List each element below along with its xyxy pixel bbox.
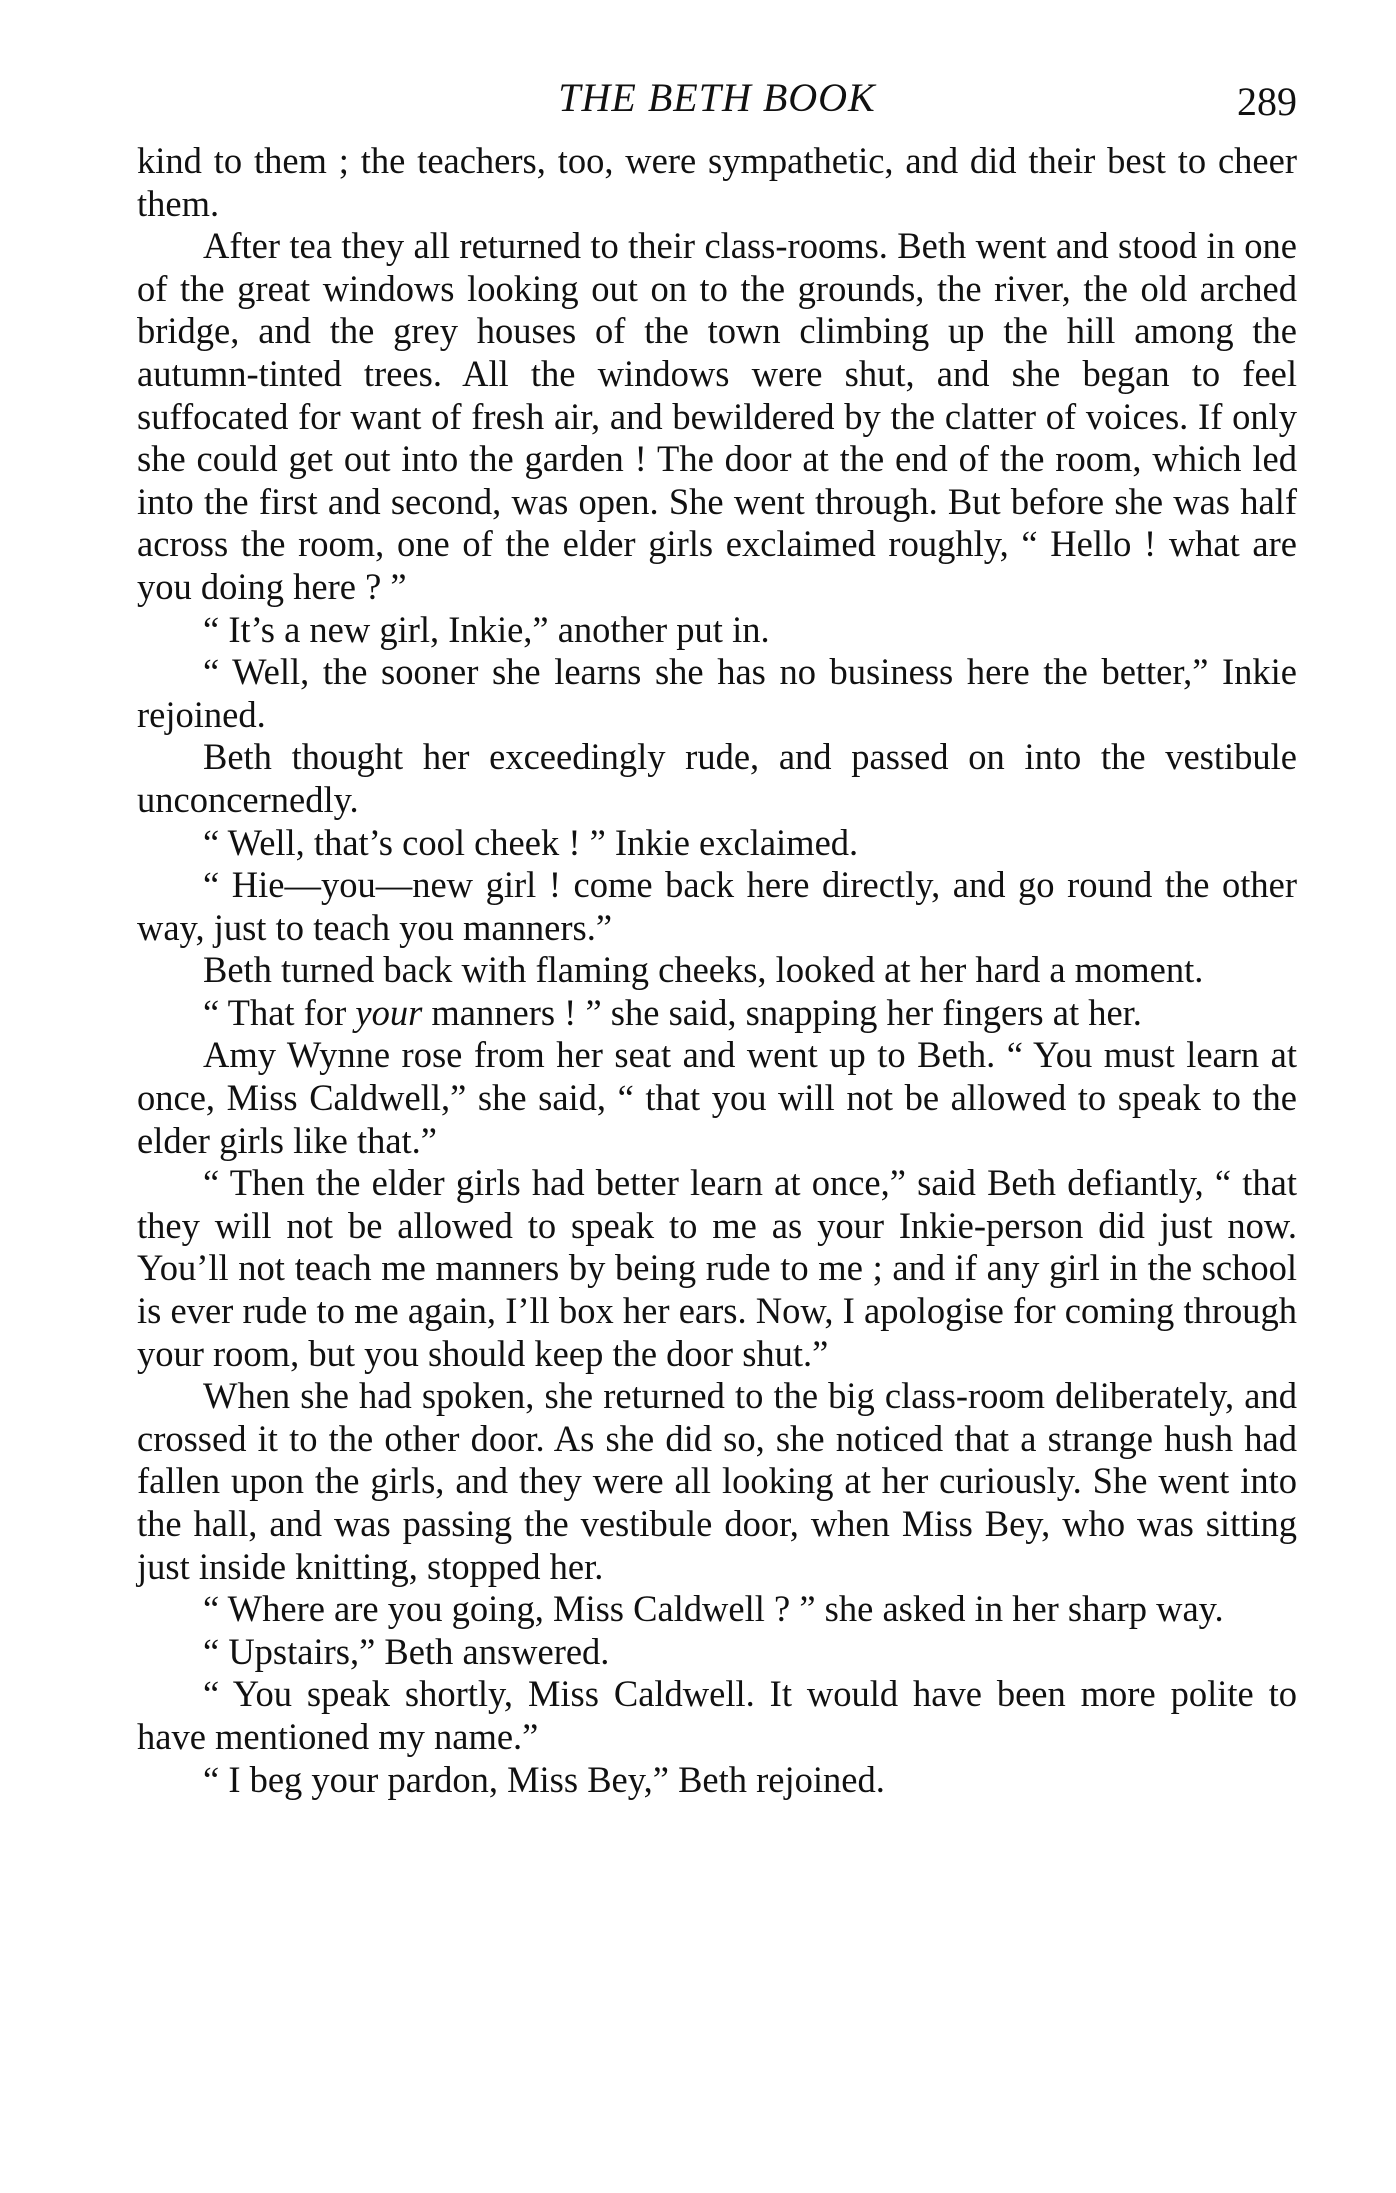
paragraph: “ Then the elder girls had better learn at once,” said Beth defiantly, “ that they will not be allowed to speak to me as your Inkie-person did just now. You’ll not teach me manners by being rude to me ; and if any girl in the school is ever rude to me again, I’ll box her ears. Now, I apologise for coming through your room, but you should keep the door shut.” bbox=[137, 1162, 1297, 1374]
paragraph: “ Upstairs,” Beth answered. bbox=[203, 1630, 610, 1672]
paragraph: kind to them ; the teachers, too, were sympathetic, and did their best to cheer them. bbox=[137, 140, 1297, 224]
paragraph: After tea they all returned to their class-rooms. Beth went and stood in one of the great windows looking out on to the grounds, the river, the old arched bridge, and the grey houses of the town climbing up the hill among the autumn-tinted trees. All the windows were shut, and she began to feel suffocated for want of fresh air, and bewildered by the clatter of voices. If only she could get out into the garden ! The door at the end of the room, which led into the first and second, was open. She went through. But before she was half across the room, one of the elder girls exclaimed roughly, “ Hello ! what are you doing here ? ” bbox=[137, 225, 1297, 607]
paragraph: “ You speak shortly, Miss Caldwell. It would have been more polite to have mentioned my name.” bbox=[137, 1673, 1297, 1757]
paragraph: Beth thought her exceedingly rude, and passed on into the vestibule unconcernedly. bbox=[137, 736, 1297, 820]
paragraph: Beth turned back with flaming cheeks, looked at her hard a moment. bbox=[203, 949, 1204, 991]
paragraph: When she had spoken, she returned to the big class-room deliberately, and crossed it to the other door. As she did so, she noticed that a strange hush had fallen upon the girls, and they were all looking at her curiously. She went into the hall, and was passing the vestibule door, when Miss Bey, who was sitting just inside knitting, stopped her. bbox=[137, 1375, 1297, 1587]
paragraph: “ Well, the sooner she learns she has no business here the better,” Inkie rejoined. bbox=[137, 651, 1297, 735]
paragraph: “ It’s a new girl, Inkie,” another put in. bbox=[203, 608, 770, 650]
paragraph bbox=[137, 992, 1297, 1035]
running-header bbox=[137, 60, 1297, 140]
page-number: 289 bbox=[1237, 79, 1297, 124]
paragraph: Amy Wynne rose from her seat and went up to Beth. “ You must learn at once, Miss Caldwell,” she said, “ that you will not be allowed to speak to the elder girls like that.” bbox=[137, 1034, 1297, 1161]
running-title: THE BETH BOOK bbox=[558, 75, 876, 120]
paragraph: “ Hie—you—new girl ! come back here directly, and go round the other way, just to teach you manners.” bbox=[137, 864, 1297, 948]
paragraph: “ Where are you going, Miss Caldwell ? ” she asked in her sharp way. bbox=[203, 1588, 1224, 1630]
emphasis-word: your bbox=[355, 991, 423, 1033]
paragraph: “ Well, that’s cool cheek ! ” Inkie exclaimed. bbox=[203, 821, 859, 863]
paragraph-text: manners ! ” she said, snapping her fingers at her. bbox=[422, 991, 1142, 1033]
body-text bbox=[137, 140, 1297, 1801]
paragraph-text: “ That for bbox=[203, 991, 356, 1033]
paragraph: “ I beg your pardon, Miss Bey,” Beth rejoined. bbox=[203, 1758, 885, 1800]
book-page bbox=[137, 60, 1297, 1801]
